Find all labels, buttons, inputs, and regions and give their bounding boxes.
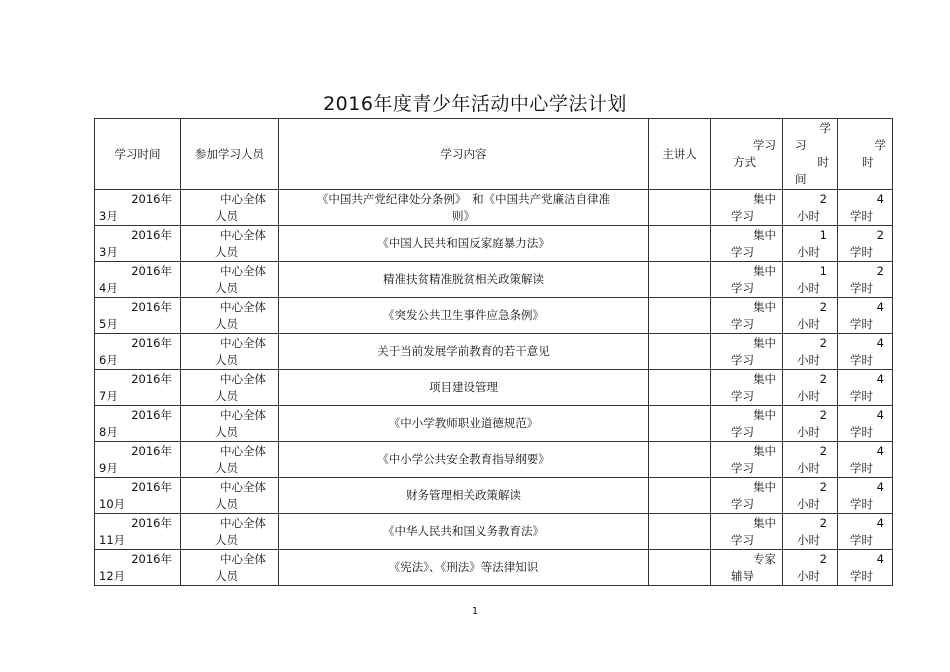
people-line1: 中心全体 [220,443,266,458]
content-cell [279,406,649,442]
hours-cell [783,226,838,262]
content-line: 精准扶贫精准脱贫相关政策解读 [383,272,544,286]
hours-value: 2 [819,407,827,422]
hours-cell [783,370,838,406]
content-line: 《中华人民共和国义务教育法》 [383,524,544,538]
people-line1: 中心全体 [220,299,266,314]
mode-line2: 学习 [731,496,754,511]
people-cell [181,334,279,370]
hours-unit: 小时 [797,244,820,259]
content-cell [279,334,649,370]
content-line: 则》 [452,208,475,223]
mode-line1: 集中 [753,515,776,530]
header-hours [783,119,838,190]
people-cell [181,514,279,550]
people-line1: 中心全体 [220,515,266,530]
credit-unit: 学时 [850,532,873,547]
people-line1: 中心全体 [220,479,266,494]
credit-unit: 学时 [850,316,873,331]
content-cell [279,478,649,514]
hours-value: 2 [819,551,827,566]
hours-unit: 小时 [797,352,820,367]
header-speaker: 主讲人 [649,119,711,190]
time-year: 2016年 [131,299,172,314]
page-title: 2016年度青少年活动中心学法计划 [323,93,627,115]
speaker-cell [649,550,711,586]
people-line2: 人员 [215,388,238,403]
header-people: 参加学习人员 [181,119,279,190]
people-line2: 人员 [215,496,238,511]
people-line2: 人员 [215,316,238,331]
hours-value: 2 [819,299,827,314]
content-cell [279,514,649,550]
mode-cell [711,226,783,262]
credit-cell [838,442,893,478]
time-year: 2016年 [131,551,172,566]
mode-cell [711,442,783,478]
header-time: 学习时间 [95,119,181,190]
mode-cell [711,262,783,298]
time-month: 3月 [99,208,118,223]
hours-value: 2 [819,479,827,494]
hours-unit: 小时 [797,388,820,403]
mode-line2: 学习 [731,280,754,295]
content-cell [279,262,649,298]
header-mode-line2: 方式 [733,155,756,169]
credit-cell [838,514,893,550]
people-cell [181,442,279,478]
hours-value: 2 [819,335,827,350]
hours-unit: 小时 [797,316,820,331]
content-line: 《宪法》、《刑法》等法律知识 [388,560,539,574]
page-number: 1 [471,606,479,617]
credit-value: 2 [876,263,884,278]
people-line1: 中心全体 [220,263,266,278]
hours-unit: 小时 [797,568,820,583]
mode-line1: 集中 [753,371,776,386]
content-line: 《中小学公共安全教育指导纲要》 [377,452,550,466]
mode-cell [711,190,783,226]
mode-line2: 学习 [731,352,754,367]
speaker-cell [649,406,711,442]
mode-line2: 学习 [731,532,754,547]
credit-unit: 学时 [850,352,873,367]
hours-value: 1 [819,263,827,278]
credit-unit: 学时 [850,208,873,223]
content-line: 《中国人民共和国反家庭暴力法》 [377,236,550,250]
credit-value: 4 [876,299,884,314]
mode-line2: 辅导 [731,568,754,583]
time-year: 2016年 [131,263,172,278]
credit-cell [838,226,893,262]
hours-cell [783,478,838,514]
table-row [95,190,893,226]
people-line1: 中心全体 [220,335,266,350]
people-line1: 中心全体 [220,227,266,242]
credit-value: 4 [876,371,884,386]
hours-value: 2 [819,371,827,386]
hours-cell [783,406,838,442]
hours-unit: 小时 [797,496,820,511]
hours-cell [783,514,838,550]
time-cell [95,406,181,442]
content-line: 项目建设管理 [429,380,498,394]
mode-cell [711,298,783,334]
people-line2: 人员 [215,208,238,223]
credit-value: 4 [876,191,884,206]
credit-value: 4 [876,479,884,494]
hours-unit: 小时 [797,532,820,547]
credit-unit: 学时 [850,280,873,295]
hours-cell [783,442,838,478]
time-year: 2016年 [131,335,172,350]
header-mode [711,119,783,190]
content-cell [279,370,649,406]
header-mode-line1: 学习 [753,138,776,152]
time-year: 2016年 [131,515,172,530]
time-month: 11月 [99,532,126,547]
mode-cell [711,370,783,406]
speaker-cell [649,298,711,334]
hours-value: 2 [819,191,827,206]
people-cell [181,298,279,334]
speaker-cell [649,478,711,514]
people-line2: 人员 [215,244,238,259]
time-month: 9月 [99,460,118,475]
people-line2: 人员 [215,352,238,367]
hours-unit: 小时 [797,280,820,295]
credit-value: 4 [876,515,884,530]
time-year: 2016年 [131,191,172,206]
hours-cell [783,550,838,586]
mode-cell [711,514,783,550]
content-line: 《中小学教师职业道德规范》 [388,416,539,430]
credit-value: 4 [876,407,884,422]
time-year: 2016年 [131,371,172,386]
time-cell [95,190,181,226]
credit-value: 4 [876,443,884,458]
table-row [95,298,893,334]
people-line1: 中心全体 [220,551,266,566]
mode-line2: 学习 [731,460,754,475]
mode-cell [711,334,783,370]
time-year: 2016年 [131,227,172,242]
credit-cell [838,334,893,370]
time-month: 5月 [99,316,118,331]
content-cell [279,226,649,262]
credit-unit: 学时 [850,424,873,439]
mode-line1: 集中 [753,299,776,314]
credit-unit: 学时 [850,244,873,259]
hours-value: 2 [819,443,827,458]
hours-unit: 小时 [797,208,820,223]
credit-cell [838,406,893,442]
table-row [95,334,893,370]
people-cell [181,478,279,514]
mode-line1: 集中 [753,191,776,206]
mode-line1: 集中 [753,335,776,350]
content-line: 《突发公共卫生事件应急条例》 [383,308,544,322]
mode-cell [711,406,783,442]
hours-unit: 小时 [797,424,820,439]
study-plan-table [94,118,893,586]
mode-line1: 集中 [753,443,776,458]
content-cell [279,550,649,586]
table-row [95,262,893,298]
people-cell [181,190,279,226]
people-cell [181,406,279,442]
speaker-cell [649,370,711,406]
people-line2: 人员 [215,568,238,583]
content-cell [279,190,649,226]
credit-value: 4 [876,335,884,350]
time-month: 4月 [99,280,118,295]
header-hours-line2: 习 [795,138,807,152]
table-row [95,406,893,442]
table-row [95,514,893,550]
mode-line2: 学习 [731,208,754,223]
time-cell [95,334,181,370]
hours-value: 2 [819,515,827,530]
speaker-cell [649,226,711,262]
speaker-cell [649,442,711,478]
mode-line1: 集中 [753,263,776,278]
content-line: 关于当前发展学前教育的若干意见 [377,344,550,358]
time-cell [95,478,181,514]
credit-unit: 学时 [850,460,873,475]
table-header-row [95,119,893,190]
credit-unit: 学时 [850,388,873,403]
mode-cell [711,478,783,514]
content-cell [279,298,649,334]
time-month: 8月 [99,424,118,439]
time-cell [95,226,181,262]
time-month: 3月 [99,244,118,259]
time-year: 2016年 [131,479,172,494]
time-month: 10月 [99,496,126,511]
people-cell [181,550,279,586]
credit-value: 2 [876,227,884,242]
time-cell [95,442,181,478]
time-cell [95,550,181,586]
credit-cell [838,478,893,514]
mode-line2: 学习 [731,316,754,331]
mode-line2: 学习 [731,244,754,259]
credit-cell [838,298,893,334]
time-cell [95,514,181,550]
hours-cell [783,334,838,370]
people-cell [181,262,279,298]
table-row [95,478,893,514]
mode-line2: 学习 [731,424,754,439]
header-credit-line2: 时 [862,155,874,169]
header-hours-line1: 学 [819,121,831,135]
time-cell [95,298,181,334]
header-content: 学习内容 [279,119,649,190]
people-cell [181,370,279,406]
time-year: 2016年 [131,407,172,422]
credit-value: 4 [876,551,884,566]
hours-cell [783,262,838,298]
content-line: 财务管理相关政策解读 [406,488,521,502]
people-cell [181,226,279,262]
time-month: 6月 [99,352,118,367]
header-credit [838,119,893,190]
people-line2: 人员 [215,460,238,475]
time-month: 7月 [99,388,118,403]
time-month: 12月 [99,568,126,583]
time-cell [95,262,181,298]
table-row [95,226,893,262]
people-line1: 中心全体 [220,407,266,422]
content-line: 《中国共产党纪律处分条例》 和《中国共产党廉洁自律准 [316,191,611,206]
hours-cell [783,298,838,334]
people-line1: 中心全体 [220,371,266,386]
mode-line1: 专家 [753,551,776,566]
hours-value: 1 [819,227,827,242]
speaker-cell [649,514,711,550]
credit-unit: 学时 [850,496,873,511]
table-row [95,550,893,586]
content-cell [279,442,649,478]
credit-cell [838,550,893,586]
table-row [95,442,893,478]
speaker-cell [649,334,711,370]
credit-unit: 学时 [850,568,873,583]
mode-line2: 学习 [731,388,754,403]
time-year: 2016年 [131,443,172,458]
table-row [95,370,893,406]
mode-line1: 集中 [753,479,776,494]
mode-line1: 集中 [753,227,776,242]
mode-cell [711,550,783,586]
hours-unit: 小时 [797,460,820,475]
header-hours-line3: 时 [817,155,829,169]
credit-cell [838,370,893,406]
mode-line1: 集中 [753,407,776,422]
people-line2: 人员 [215,280,238,295]
people-line1: 中心全体 [220,191,266,206]
credit-cell [838,190,893,226]
people-line2: 人员 [215,532,238,547]
speaker-cell [649,190,711,226]
speaker-cell [649,262,711,298]
header-credit-line1: 学 [874,138,886,152]
time-cell [95,370,181,406]
header-hours-line4: 间 [795,172,807,186]
people-line2: 人员 [215,424,238,439]
credit-cell [838,262,893,298]
hours-cell [783,190,838,226]
